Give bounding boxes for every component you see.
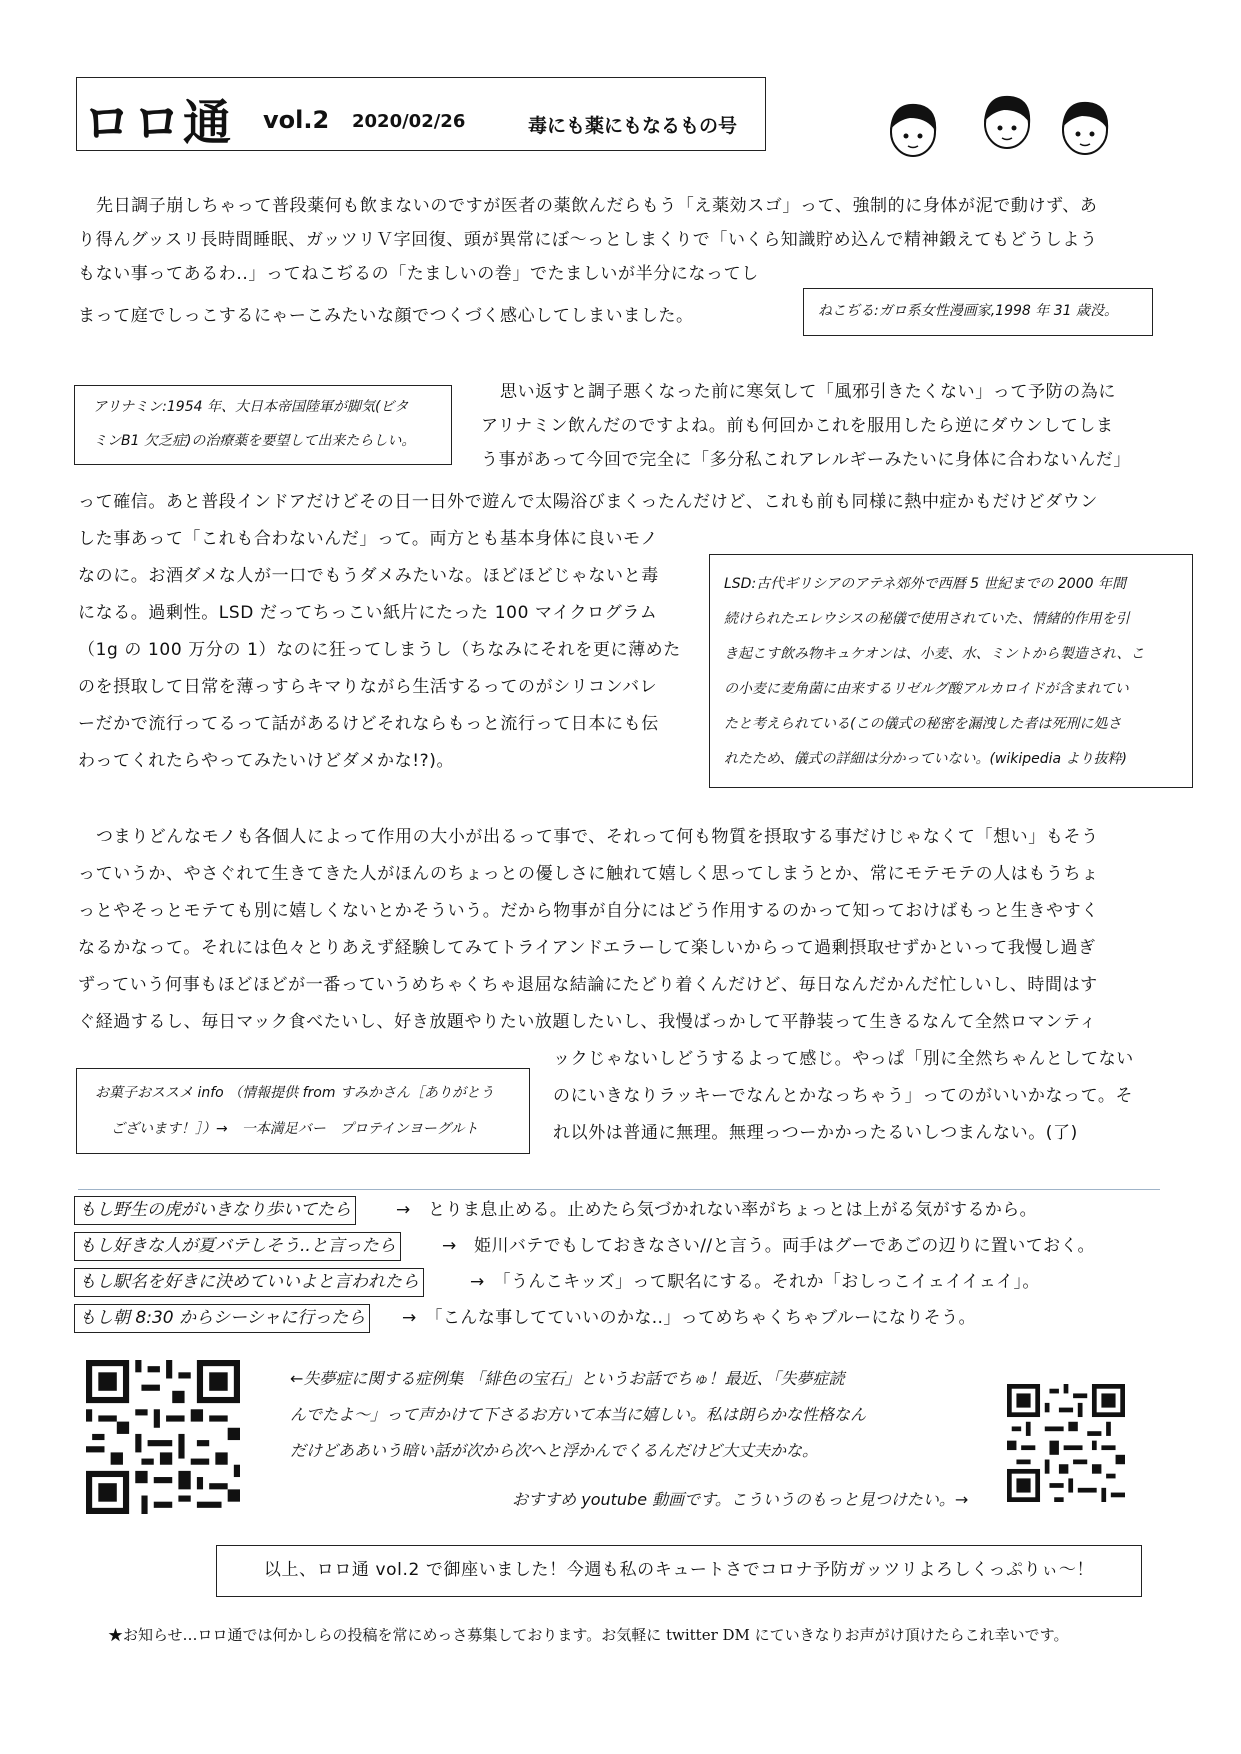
qa-answer: → 「うんこキッズ」って駅名にする。それか「おしっこイェイイェイ」。 — [470, 1272, 1040, 1292]
intro-line: り得んグッスリ長時間睡眠、ガッツリＶ字回復、頭が異常にぼ〜っとしまくりで「いくら知識貯め込んで精神鍛えてもどうしよう — [78, 230, 1098, 250]
qa-answer: → 「こんな事してていいのかな..」ってめちゃくちゃブルーになりそう。 — [402, 1308, 976, 1328]
closing-message: 以上、ロロ通 vol.2 で御座いました！今週も私のキュートさでコロナ予防ガッツリよろしくっぷりぃ〜！ — [216, 1545, 1142, 1597]
footnote-alinamin: ミンB1 欠乏症)の治療薬を要望して出来たらしい。 — [93, 433, 416, 449]
qr-code-icon[interactable] — [86, 1360, 240, 1514]
lsd-line: なのに。お酒ダメな人が一口でもうダメみたいな。ほどほどじゃないと毒 — [78, 566, 659, 586]
face-icon — [1052, 94, 1118, 160]
footnote-box — [74, 385, 452, 465]
promo-line: んでたよ〜」って声かけて下さるお方いて本当に嬉しい。私は朗らかな性格なん — [290, 1405, 867, 1424]
lsd-line: のを摂取して日常を薄っすらキマりながら生活するってのがシリコンバレ — [78, 677, 658, 697]
face-icon — [974, 88, 1040, 154]
lsd-line: になる。過剰性。LSD だってちっこい紙片にたった 100 マイクログラム — [78, 603, 658, 623]
alinamin-line: 思い返すと調子悪くなった前に寒気して「風邪引きたくない」って予防の為に — [500, 382, 1116, 402]
intro-line: 先日調子崩しちゃって普段薬何も飲まないのですが医者の薬飲んだらもう「え薬効スゴ」って、強制的に身体が泥で動けず、あ — [96, 196, 1098, 216]
footnote-lsd: れたため、儀式の詳細は分かっていない。(wikipedia より抜粋) — [724, 751, 1128, 767]
conclusion-line: っていうか、やさぐれて生きてきた人がほんのちょっとの優しさに触れて嬉しく思ってしまうとか、常にモテモテの人はもうちょ — [78, 864, 1099, 884]
lsd-line: （1g の 100 万分の 1）なのに狂ってしまうし（ちなみにそれを更に薄めた — [78, 640, 681, 660]
divider — [78, 1189, 1160, 1190]
footer-notice: ★お知らせ…ロロ通では何かしらの投稿を常にめっさ募集しております。お気軽に twitter DM にていきなりお声がけ頂けたらこれ幸いです。 — [108, 1626, 1069, 1644]
footnote-box — [709, 554, 1193, 788]
newsletter-title: ロロ通 — [83, 95, 234, 151]
conclusion-line: ックじゃないしどうするよって感じ。やっぱ「別に全然ちゃんとしてない — [553, 1049, 1134, 1069]
snack-info: ございます！］）→ 一本満足バー プロテインヨーグルト — [111, 1121, 479, 1137]
face-icon — [880, 96, 946, 162]
footnote-lsd: き起こす飲み物キュケオンは、小麦、水、ミントから製造され、こ — [724, 646, 1145, 662]
issue-theme: 毒にも薬にもなるもの号 — [528, 115, 738, 137]
footnote-box — [803, 288, 1153, 336]
qa-question: もし駅名を好きに決めていいよと言われたら — [74, 1268, 424, 1297]
title-box — [76, 77, 766, 151]
youtube-promo: おすすめ youtube 動画です。こういうのもっと見つけたい。→ — [512, 1490, 969, 1509]
footnote-alinamin: アリナミン:1954 年、大日本帝国陸軍が脚気(ビタ — [93, 399, 409, 415]
lsd-line: した事あって「これも合わないんだ」って。両方とも基本身体に良いモノ — [78, 529, 659, 549]
conclusion-line: っとやそっとモテても別に嬉しくないとかそういう。だから物事が自分にはどう作用するのかって知っておけばもっと生きやすく — [78, 901, 1099, 921]
qa-answer: → とりま息止める。止めたら気づかれない率がちょっとは上がる気がするから。 — [396, 1200, 1038, 1220]
conclusion-line: のにいきなりラッキーでなんとかなっちゃう」ってのがいいかなって。そ — [553, 1086, 1134, 1106]
conclusion-line: ずっていう何事もほどほどが一番っていうめちゃくちゃ退屈な結論にたどり着くんだけど、毎日なんだかんだ忙しいし、時間はす — [78, 975, 1098, 995]
promo-line: だけどああいう暗い話が次から次へと浮かんでくるんだけど大丈夫かな。 — [290, 1441, 819, 1460]
footnote-lsd: LSD:古代ギリシアのアテネ郊外で西暦 5 世紀までの 2000 年間 — [724, 576, 1126, 592]
intro-line: まって庭でしっこするにゃーこみたいな顔でつくづく感心してしまいました。 — [78, 306, 694, 326]
intro-line: もない事ってあるわ..」ってねこぢるの「たましいの巻」でたましいが半分になってし — [78, 264, 759, 284]
lsd-line: わってくれたらやってみたいけどダメかな!?)。 — [78, 751, 455, 771]
snack-info: お菓子おススメ info （情報提供 from すみかさん［ありがとう — [95, 1085, 494, 1101]
qa-question: もし朝 8:30 からシーシャに行ったら — [74, 1304, 370, 1333]
conclusion-line: れ以外は普通に無理。無理っつーかかったるいしつまんない。(了) — [553, 1123, 1078, 1143]
footnote-nekojiru: ねこぢる:ガロ系女性漫画家,1998 年 31 歳没。 — [818, 303, 1118, 319]
qa-question: もし好きな人が夏バテしそう..と言ったら — [74, 1232, 401, 1261]
issue-date: 2020/02/26 — [352, 111, 466, 132]
alinamin-line: って確信。あと普段インドアだけどその日一日外で遊んで太陽浴びまくったんだけど、これも前も同様に熱中症かもだけどダウン — [78, 492, 1098, 512]
alinamin-line: アリナミン飲んだのですよね。前も何回かこれを服用したら逆にダウンしてしま — [481, 416, 1114, 436]
lsd-line: ーだかで流行ってるって話があるけどそれならもっと流行って日本にも伝 — [78, 714, 659, 734]
conclusion-line: ぐ経過するし、毎日マック食べたいし、好き放題やりたい放題したいし、我慢ばっかして平静装って生きるなんて全然ロマンティ — [78, 1012, 1097, 1032]
alinamin-line: う事があって今回で完全に「多分私これアレルギーみたいに身体に合わないんだ」 — [481, 450, 1131, 470]
footnote-lsd: の小麦に麦角菌に由来するリゼルグ酸アルカロイドが含まれてい — [724, 681, 1129, 697]
snack-info-box — [76, 1068, 530, 1154]
volume-label: vol.2 — [263, 106, 330, 134]
qr-code-icon[interactable] — [1007, 1384, 1125, 1502]
qa-question: もし野生の虎がいきなり歩いてたら — [74, 1196, 356, 1225]
footnote-lsd: たと考えられている(この儀式の秘密を漏洩した者は死刑に処さ — [724, 716, 1122, 732]
promo-line: ←失夢症に関する症例集 「緋色の宝石」というお話でちゅ！最近、「失夢症読 — [290, 1369, 845, 1388]
footnote-lsd: 続けられたエレウシスの秘儀で使用されていた、情緒的作用を引 — [724, 611, 1130, 627]
qa-answer: → 姫川バテでもしておきなさい//と言う。両手はグーであごの辺りに置いておく。 — [442, 1236, 1095, 1256]
conclusion-line: なるかなって。それには色々とりあえず経験してみてトライアンドエラーして楽しいからって過剰摂取せずかといって我慢し過ぎ — [78, 938, 1096, 958]
conclusion-line: つまりどんなモノも各個人によって作用の大小が出るって事で、それって何も物質を摂取する事だけじゃなくて「想い」もそう — [96, 827, 1099, 847]
